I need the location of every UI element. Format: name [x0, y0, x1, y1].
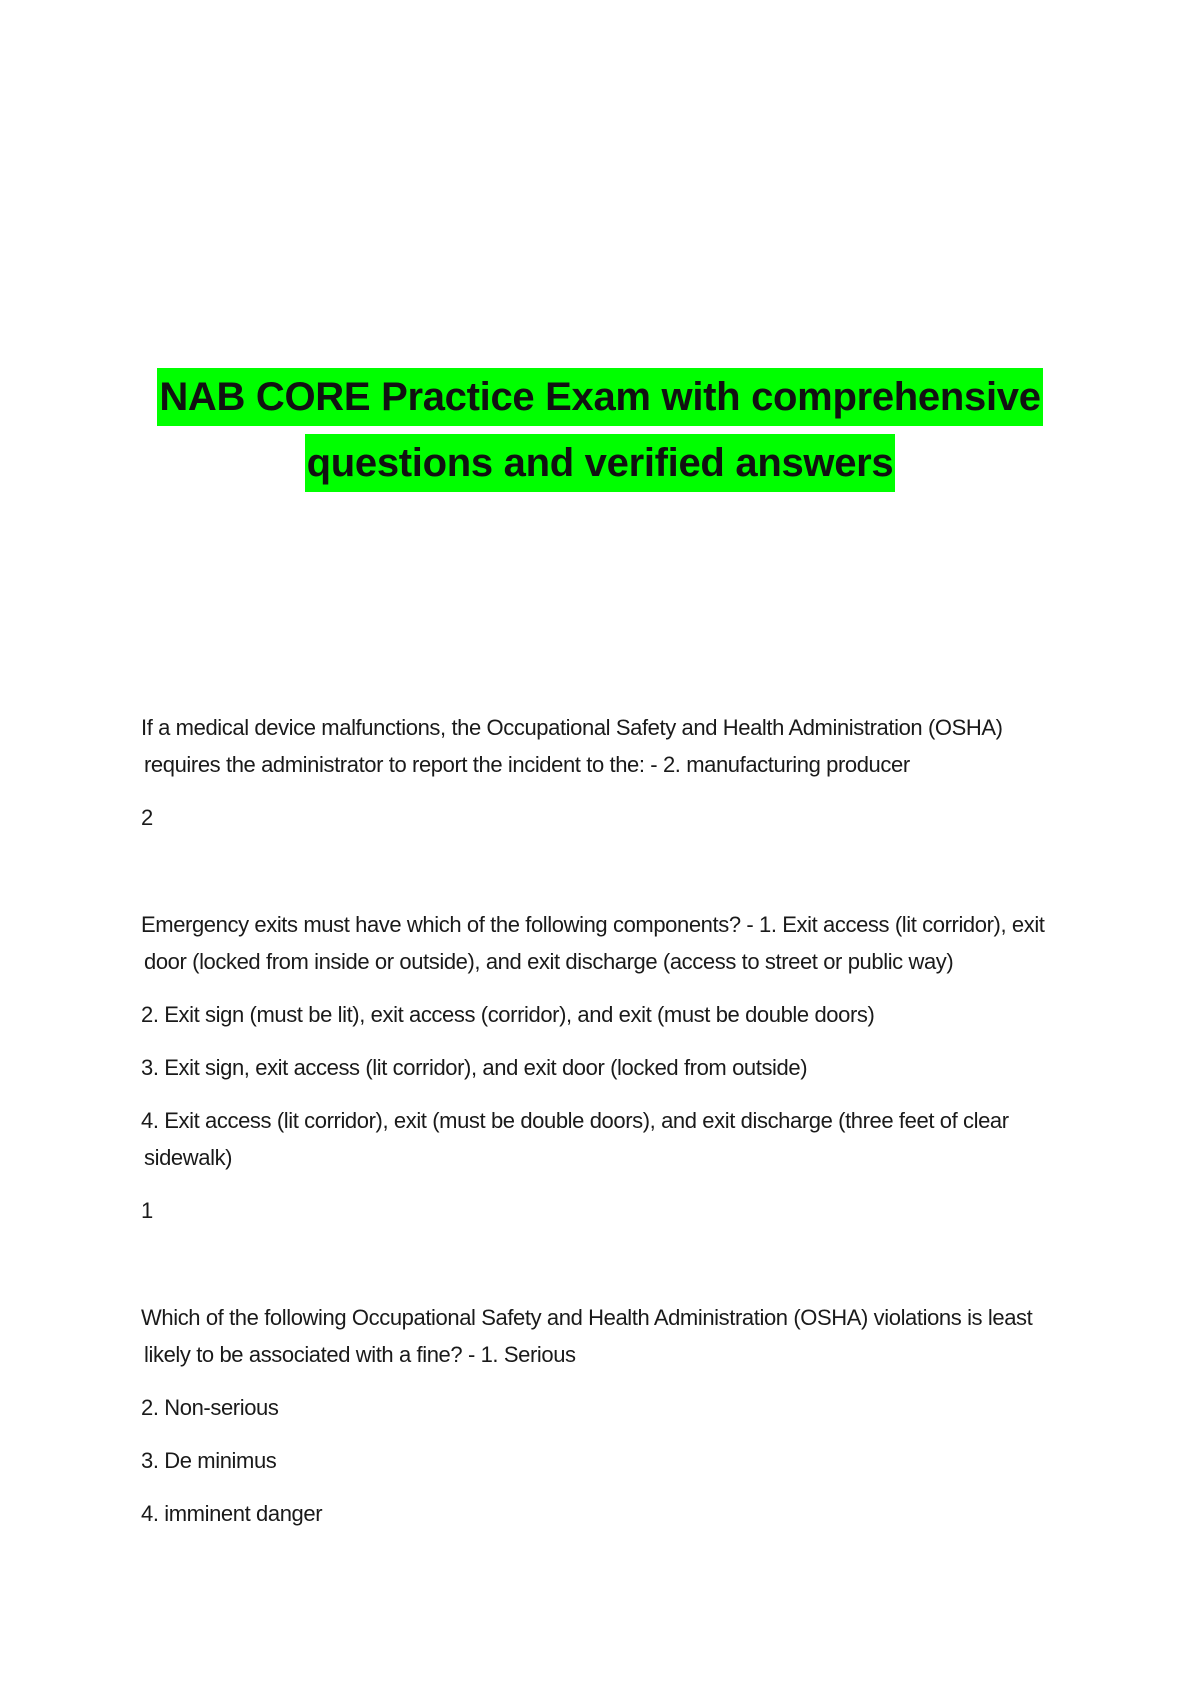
question-1 [141, 709, 1061, 836]
question-3-line-2: likely to be associated with a fine? - 1. Serious [144, 1342, 576, 1367]
question-2-option-4-line-1: 4. Exit access (lit corridor), exit (must be double doors), and exit discharge (three feet of clear [141, 1108, 1009, 1133]
question-1-text [141, 709, 1061, 783]
question-2-option-3: 3. Exit sign, exit access (lit corridor), and exit door (locked from outside) [141, 1055, 808, 1080]
question-1-answer: 2 [141, 805, 153, 830]
question-3-text [141, 1299, 1061, 1373]
question-2-option-4-line-2: sidewalk) [144, 1145, 233, 1170]
question-1-line-1: If a medical device malfunctions, the Occupational Safety and Health Administration (OSHA) [141, 715, 1003, 740]
question-3 [141, 1299, 1061, 1532]
question-3-option-2: 2. Non-serious [141, 1395, 279, 1420]
question-2-answer: 1 [141, 1198, 153, 1223]
question-2-option-2: 2. Exit sign (must be lit), exit access (corridor), and exit (must be double doors) [141, 1002, 875, 1027]
title-line-2: questions and verified answers [305, 434, 896, 492]
document-title [0, 368, 1200, 500]
title-line-1: NAB CORE Practice Exam with comprehensive [157, 368, 1042, 426]
question-2-option-4 [141, 1102, 1061, 1176]
question-2 [141, 906, 1061, 1229]
question-3-option-3: 3. De minimus [141, 1448, 277, 1473]
questions-list [141, 709, 1061, 1532]
question-3-option-4: 4. imminent danger [141, 1501, 323, 1526]
question-1-line-2: requires the administrator to report the incident to the: - 2. manufacturing producer [144, 752, 910, 777]
question-3-line-1: Which of the following Occupational Safety and Health Administration (OSHA) violations is least [141, 1305, 1033, 1330]
question-2-line-1: Emergency exits must have which of the following components? - 1. Exit access (lit corridor), exit [141, 912, 1045, 937]
question-2-line-2: door (locked from inside or outside), and exit discharge (access to street or public way) [144, 949, 954, 974]
question-2-text [141, 906, 1061, 980]
